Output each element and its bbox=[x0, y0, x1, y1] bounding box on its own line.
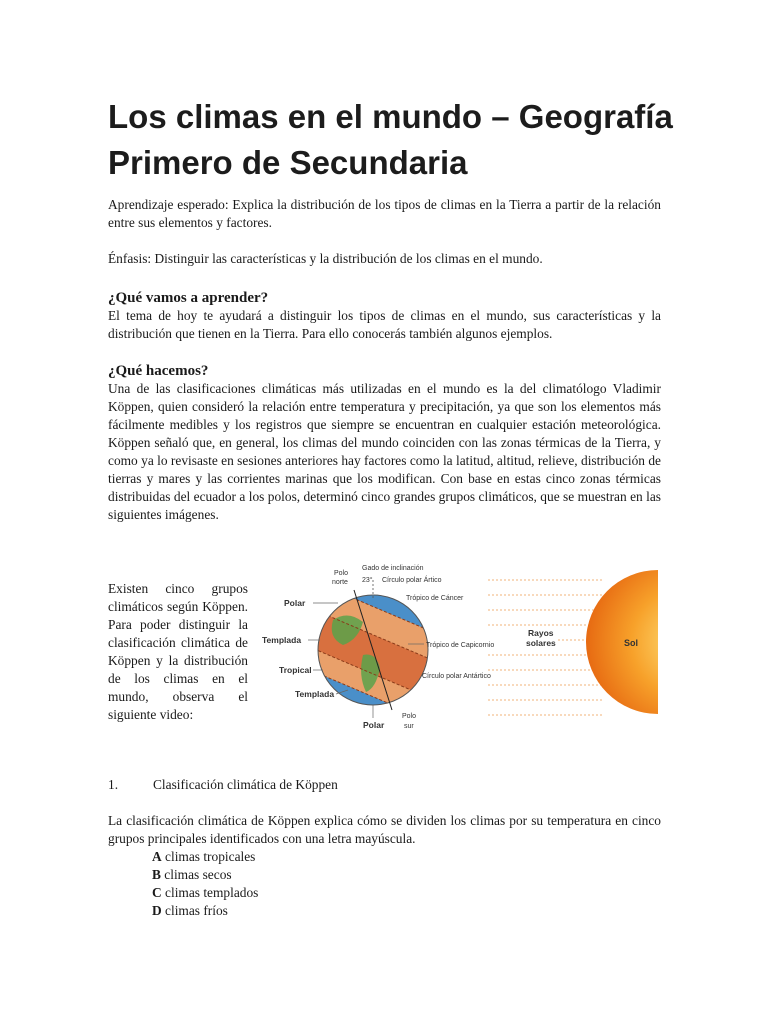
polo-sur-label: Polo bbox=[402, 713, 417, 720]
zone-label-templada-top: Templada bbox=[262, 635, 302, 645]
rayos-label: Rayos bbox=[528, 628, 554, 638]
circulo-artico-label: Círculo polar Ártico bbox=[382, 577, 442, 584]
numbered-list-item bbox=[108, 776, 338, 794]
circulo-antartico-label: Círculo polar Antártico bbox=[422, 673, 491, 680]
side-paragraph: Existen cinco grupos climáticos según Köppen. Para poder distinguir la clasificación climática de Köppen y la distribución de los climas en el mundo, observa el siguiente video: bbox=[108, 581, 248, 722]
aprender-paragraph: El tema de hoy te ayudará a distinguir los tipos de climas en el mundo, sus características y la distribución que tienen en la Tierra. Para ello conocerás también algunos ejemplos. bbox=[108, 308, 661, 341]
zone-label-tropical: Tropical bbox=[279, 665, 312, 675]
list-item: B climas secos bbox=[152, 867, 232, 882]
aprendizaje-paragraph: Aprendizaje esperado: Explica la distribución de los tipos de climas en la Tierra a partir de la relación entre sus elementos y factores. bbox=[108, 197, 661, 230]
climate-groups-list bbox=[152, 848, 258, 920]
sun-shape bbox=[586, 570, 658, 714]
zone-label-polar-top: Polar bbox=[284, 598, 306, 608]
list-item: C climas templados bbox=[152, 885, 259, 900]
item-number: 1. bbox=[108, 777, 119, 792]
zone-label-polar-bottom: Polar bbox=[363, 720, 385, 730]
heading-hacemos: ¿Qué hacemos? bbox=[108, 363, 209, 379]
tropico-capricornio-label: Trópico de Capicornio bbox=[426, 642, 495, 649]
list-item: D climas fríos bbox=[152, 903, 228, 918]
grado-label: Gado de inclinación bbox=[362, 565, 424, 572]
polo-sur-label-2: sur bbox=[404, 723, 414, 730]
sol-label: Sol bbox=[624, 638, 639, 648]
title-line-1: Los climas en el mundo – Geografía bbox=[108, 98, 673, 135]
koppen-paragraph: La clasificación climática de Köppen explica cómo se dividen los climas por su temperatura en cinco grupos principales identificados con una letra mayúscula. bbox=[108, 813, 661, 846]
heading-aprender: ¿Qué vamos a aprender? bbox=[108, 290, 269, 306]
enfasis-paragraph: Énfasis: Distinguir las características y la distribución de los climas en el mundo. bbox=[108, 251, 543, 266]
rayos-label-2: solares bbox=[526, 638, 556, 648]
grado-value: 23° bbox=[362, 577, 373, 584]
title-line-2: Primero de Secundaria bbox=[108, 144, 468, 181]
polo-norte-label: Polo bbox=[334, 570, 349, 577]
page-title bbox=[108, 94, 688, 186]
polo-norte-label-2: norte bbox=[332, 579, 348, 586]
hacemos-paragraph: Una de las clasificaciones climáticas más utilizadas en el mundo es la del climatólogo Vladimir Köppen, quien consideró la relación entre temperatura y precipitación, ya que son los elementos más fácilmente medibles y los registros que siempre se encuentran en cualquier estación meteorológica. Köppen señaló que, en general, los climas del mundo coinciden con las zonas térmicas de la Tierra, y como ya lo revisaste en sesiones anteriores hay factores como la latitud, altitud, relieve, distribución de tierras y mares y las corrientes marinas que los modifican. Con base en estas cinco zonas térmicas distribuidas del ecuador a los polos, determinó cinco grandes grupos climáticos, que se muestran en las siguientes imágenes. bbox=[108, 381, 661, 522]
item-text: Clasificación climática de Köppen bbox=[153, 777, 338, 792]
climate-zones-diagram bbox=[258, 560, 658, 740]
tropico-cancer-label: Trópico de Cáncer bbox=[406, 595, 464, 602]
zone-label-templada-bottom: Templada bbox=[295, 689, 335, 699]
list-item: A climas tropicales bbox=[152, 849, 256, 864]
